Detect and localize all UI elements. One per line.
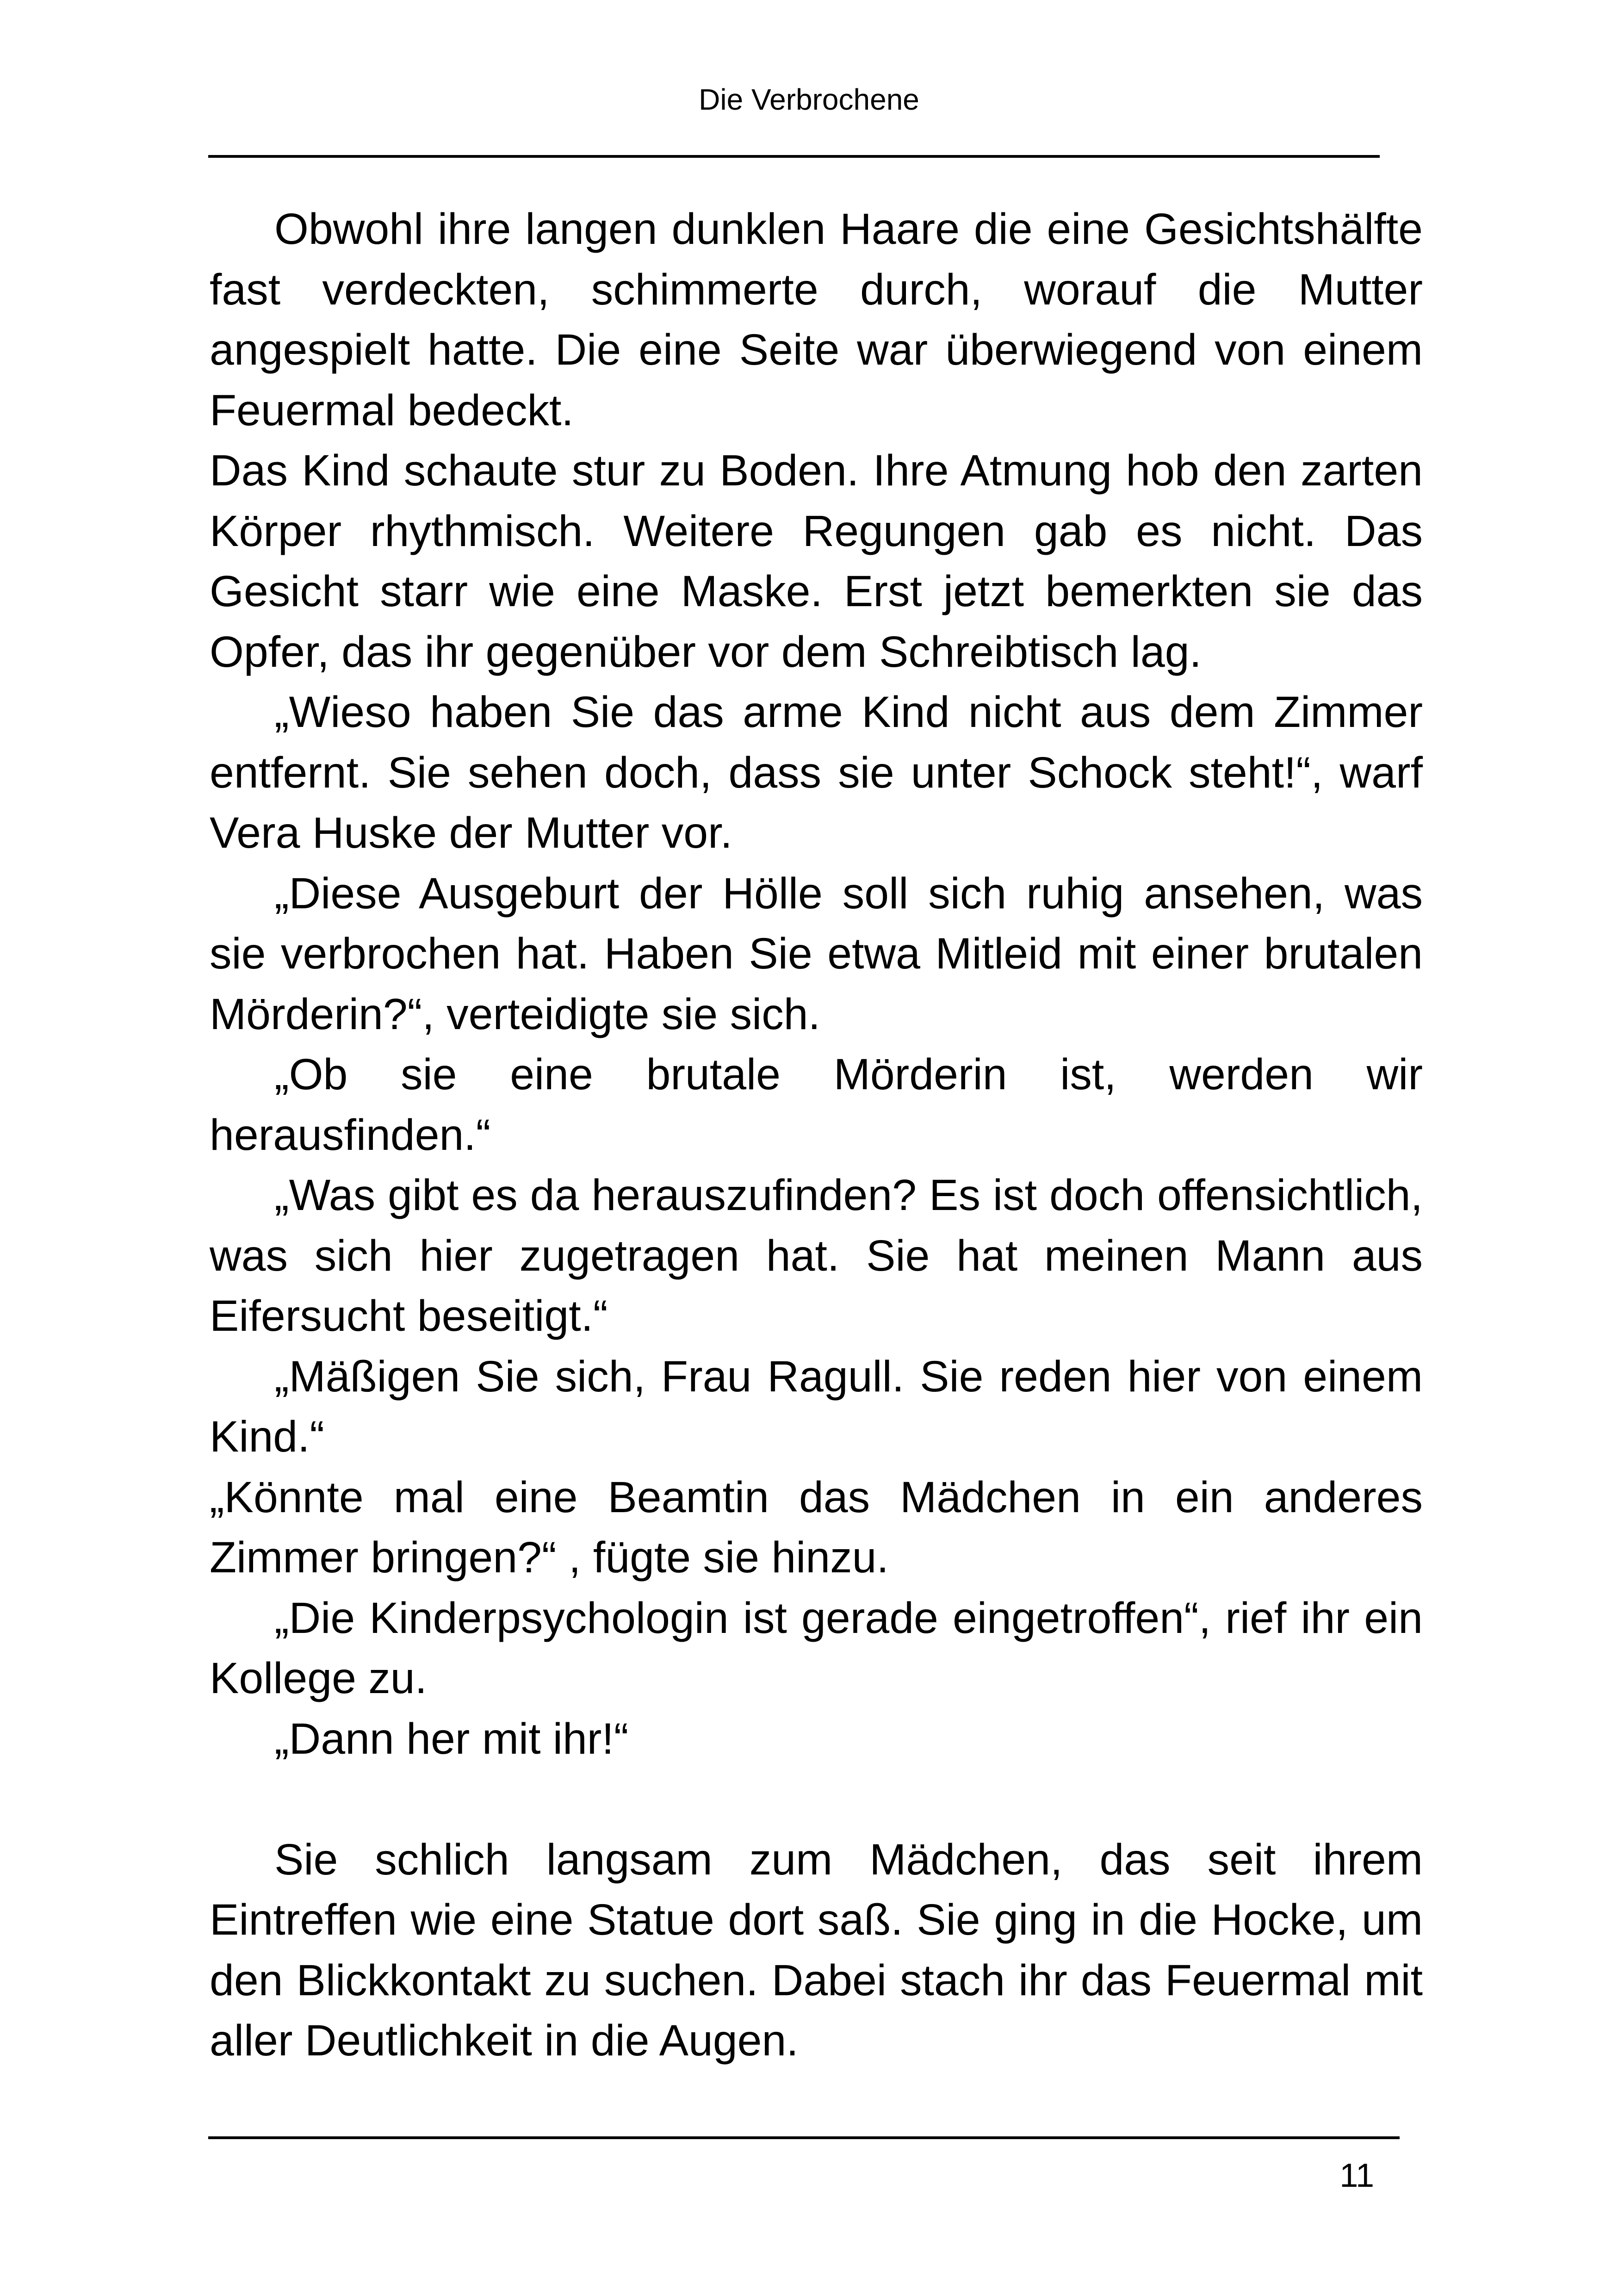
body-text <box>210 199 1423 2071</box>
paragraph: Das Kind schaute stur zu Boden. Ihre Atmung hob den zarten Körper rhythmisch. Weitere Regungen gab es nicht. Das Gesicht starr wie eine Maske. Erst jetzt bemerkten sie das Opfer, das ihr gegenüber vor dem Schreibtisch lag. <box>210 446 1423 676</box>
paragraph: „Diese Ausgeburt der Hölle soll sich ruhig ansehen, was sie verbrochen hat. Haben Sie etwa Mitleid mit einer brutalen Mörderin?“, verteidigte sie sich. <box>210 869 1423 1039</box>
paragraph: „Mäßigen Sie sich, Frau Ragull. Sie reden hier von einem Kind.“ <box>210 1352 1423 1461</box>
running-header-title: Die Verbrochene <box>699 83 919 116</box>
header-rule <box>208 155 1380 158</box>
paragraph: Sie schlich langsam zum Mädchen, das seit ihrem Eintreffen wie eine Statue dort saß. Sie ging in die Hocke, um den Blickkontakt zu suchen. Dabei stach ihr das Feuermal mit aller Deutlichkeit in die Augen. <box>210 1835 1423 2065</box>
paragraph: „Was gibt es da herauszufinden? Es ist doch offensichtlich, was sich hier zugetragen hat. Sie hat meinen Mann aus Eifersucht beseitigt.“ <box>210 1171 1423 1340</box>
paragraph: „Ob sie eine brutale Mörderin ist, werden wir herausfinden.“ <box>210 1050 1423 1160</box>
paragraph: „Könnte mal eine Beamtin das Mädchen in ein anderes Zimmer bringen?“ , fügte sie hinzu. <box>210 1472 1423 1582</box>
paragraph: „Die Kinderpsychologin ist gerade eingetroffen“, rief ihr ein Kollege zu. <box>210 1593 1423 1703</box>
footer-rule <box>208 2136 1400 2139</box>
paragraph: „Wieso haben Sie das arme Kind nicht aus dem Zimmer entfernt. Sie sehen doch, dass sie unter Schock steht!“, warf Vera Huske der Mutter vor. <box>210 688 1423 857</box>
paragraph: „Dann her mit ihr!“ <box>274 1714 629 1763</box>
page-number: 11 <box>1339 2157 1374 2194</box>
paragraph: Obwohl ihre langen dunklen Haare die eine Gesichtshälfte fast verdeckten, schimmerte durch, worauf die Mutter angespielt hatte. Die eine Seite war überwiegend von einem Feuermal bedeckt. <box>210 205 1423 435</box>
